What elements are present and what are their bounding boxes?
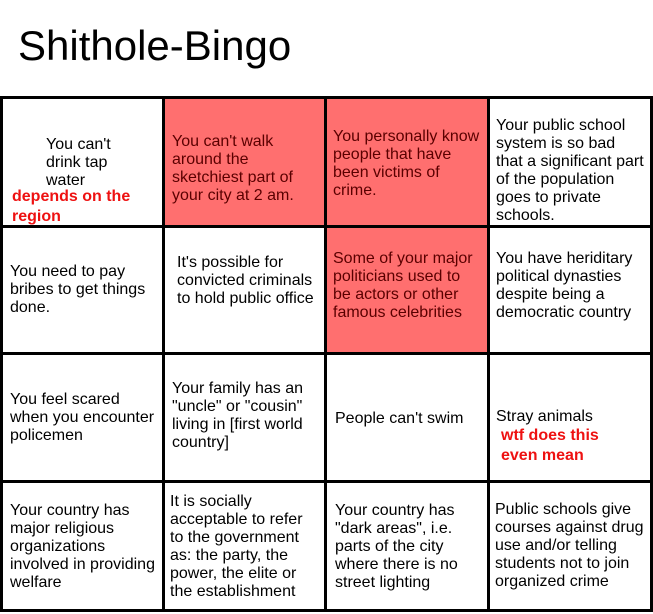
bingo-cell-text: You need to pay bribes to get things done. bbox=[10, 263, 146, 316]
page-title: Shithole-Bingo bbox=[18, 22, 292, 69]
bingo-cell-text: You can't drink tap water bbox=[46, 136, 111, 189]
bingo-cell-text: Some of your major politicians used to be actors or other famous celebrities bbox=[333, 250, 473, 321]
annotation-text: depends on the region bbox=[12, 188, 131, 225]
bingo-cell-text: Stray animals bbox=[496, 408, 593, 425]
bingo-cell-text: Your country has major religious organizations involved in providing welfare bbox=[10, 502, 155, 591]
bingo-cell-text: Public schools give courses against drug use and/or telling students not to join organized crime bbox=[495, 501, 644, 590]
grid-line bbox=[487, 96, 490, 612]
bingo-cell-text: It's possible for convicted criminals to hold public office bbox=[177, 254, 314, 307]
bingo-cell-text: You personally know people that have been victims of crime. bbox=[333, 128, 480, 199]
bingo-cell-text: You can't walk around the sketchiest part of your city at 2 am. bbox=[172, 133, 294, 204]
bingo-cell-text: It is socially acceptable to refer to the government as: the party, the power, the elite or the establishment bbox=[170, 493, 303, 600]
bingo-grid bbox=[0, 96, 653, 614]
bingo-cell-text: You have heriditary political dynasties despite being a democratic country bbox=[496, 250, 633, 321]
grid-line bbox=[162, 96, 165, 612]
bingo-cell-text: Your public school system is so bad that a significant part of the population goes to private schools. bbox=[496, 117, 644, 224]
bingo-cell-text: Your country has "dark areas", i.e. parts of the city where there is no street lighting bbox=[335, 502, 458, 591]
bingo-cell-text: You feel scared when you encounter policemen bbox=[10, 391, 155, 444]
bingo-cell-text: People can't swim bbox=[335, 410, 464, 427]
grid-line bbox=[0, 96, 3, 612]
bingo-cell-text: Your family has an "uncle" or "cousin" living in [first world country] bbox=[172, 380, 304, 451]
annotation-text: wtf does this even mean bbox=[501, 427, 599, 464]
grid-line bbox=[324, 96, 327, 612]
